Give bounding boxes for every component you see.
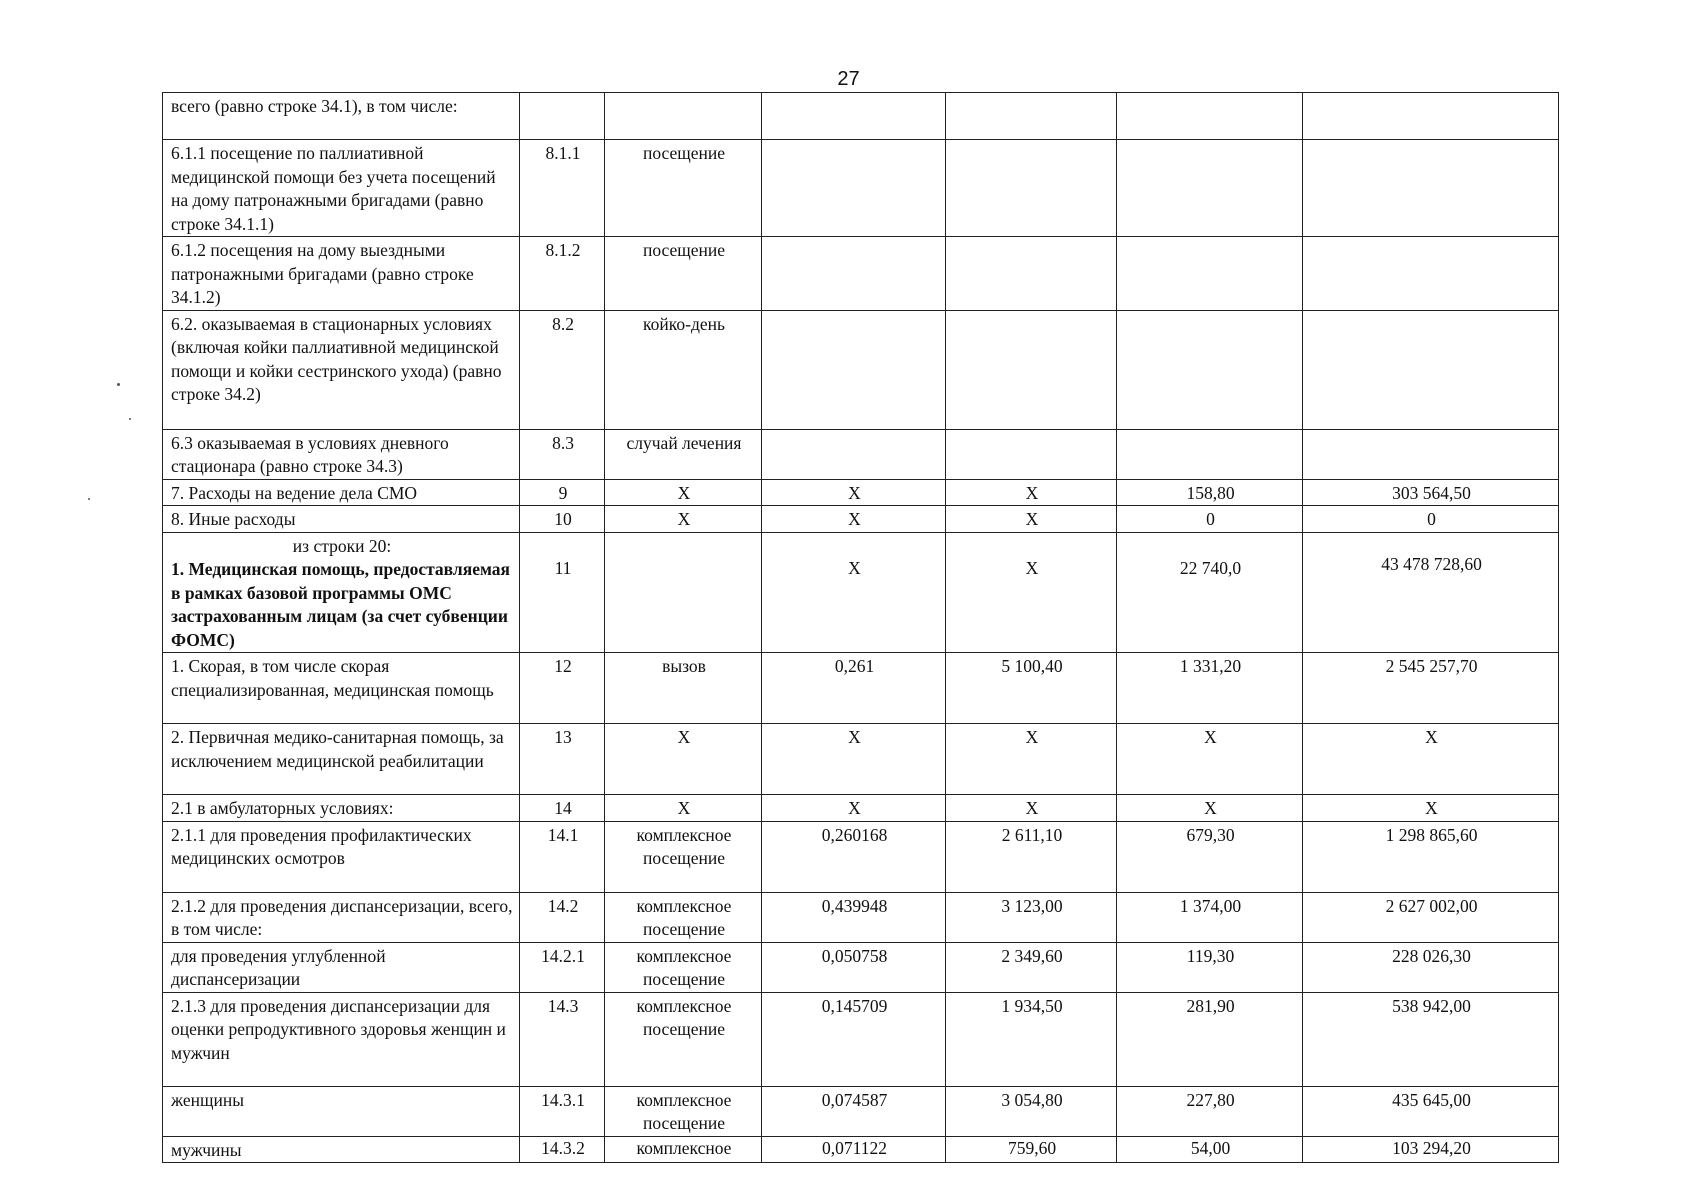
- row-col5: 2 349,60: [946, 942, 1117, 992]
- row-col4: [762, 93, 946, 140]
- row-col6: 227,80: [1117, 1086, 1303, 1136]
- row-code: 14.2.1: [520, 942, 605, 992]
- row-col5: [946, 93, 1117, 140]
- row-col4: X: [762, 479, 946, 506]
- report-table: [162, 92, 1559, 1163]
- row-col6: 119,30: [1117, 942, 1303, 992]
- scan-speck: [88, 498, 90, 500]
- row-name: 2. Первичная медико-санитарная помощь, за исключением медицинской реабилитации: [163, 724, 520, 795]
- row-col4: X: [762, 532, 946, 653]
- row-col4: 0,260168: [762, 821, 946, 892]
- row-col7: 435 645,00: [1303, 1086, 1559, 1136]
- table-row: [163, 479, 1559, 506]
- row-col5: [946, 237, 1117, 311]
- row-col6: [1117, 93, 1303, 140]
- row-col6: X: [1117, 724, 1303, 795]
- row-col7: 43 478 728,60: [1303, 532, 1559, 653]
- table-row: [163, 237, 1559, 311]
- row-col7: 2 545 257,70: [1303, 653, 1559, 724]
- row-col6: 1 331,20: [1117, 653, 1303, 724]
- row-col7: 2 627 002,00: [1303, 892, 1559, 942]
- row-col6: 1 374,00: [1117, 892, 1303, 942]
- row-unit: посещение: [605, 237, 762, 311]
- row-unit: комплексное: [605, 1136, 762, 1163]
- row-col4: 0,261: [762, 653, 946, 724]
- scan-speck: [117, 383, 120, 386]
- row-col6: X: [1117, 795, 1303, 822]
- row-col4: [762, 310, 946, 429]
- row-code: 8.2: [520, 310, 605, 429]
- row-col5: 3 054,80: [946, 1086, 1117, 1136]
- row-col5: [946, 429, 1117, 479]
- row-name: 8. Иные расходы: [163, 506, 520, 533]
- row-col6: 679,30: [1117, 821, 1303, 892]
- row-col7: 103 294,20: [1303, 1136, 1559, 1163]
- row-col5: 759,60: [946, 1136, 1117, 1163]
- row-col7: [1303, 93, 1559, 140]
- table-row: [163, 795, 1559, 822]
- row-code: 14.1: [520, 821, 605, 892]
- row-name: 6.3 оказываемая в условиях дневного стационара (равно строке 34.3): [163, 429, 520, 479]
- row-col5: 1 934,50: [946, 992, 1117, 1086]
- row-col4: [762, 237, 946, 311]
- row-code: 8.3: [520, 429, 605, 479]
- page-number: 27: [837, 68, 860, 90]
- row-name: 6.2. оказываемая в стационарных условиях (включая койки паллиативной медицинской помощи и койки сестринского ухода) (равно строке 34.2): [163, 310, 520, 429]
- table-row: [163, 532, 1559, 653]
- row-col6: [1117, 140, 1303, 237]
- row-col5: 3 123,00: [946, 892, 1117, 942]
- row-col6: 54,00: [1117, 1136, 1303, 1163]
- row-name: 1. Медицинская помощь, предоставляемая в рамках базовой программы ОМС застрахованным лицам (за счет субвенции ФОМС): [171, 559, 510, 650]
- row-col5: X: [946, 795, 1117, 822]
- row-name: 2.1.3 для проведения диспансеризации для оценки репродуктивного здоровья женщин и мужчин: [163, 992, 520, 1086]
- row-code: 14.3: [520, 992, 605, 1086]
- row-col7: X: [1303, 724, 1559, 795]
- row-code: 13: [520, 724, 605, 795]
- table-row: [163, 140, 1559, 237]
- row-col7: 538 942,00: [1303, 992, 1559, 1086]
- row-name: 2.1.2 для проведения диспансеризации, всего, в том числе:: [163, 892, 520, 942]
- table-row: [163, 1136, 1559, 1163]
- row-col4: X: [762, 795, 946, 822]
- row-name: 7. Расходы на ведение дела СМО: [163, 479, 520, 506]
- row-col5: 2 611,10: [946, 821, 1117, 892]
- row-name: мужчины: [163, 1136, 520, 1163]
- row-col5: 5 100,40: [946, 653, 1117, 724]
- row-col7: [1303, 140, 1559, 237]
- row-name: 6.1.1 посещение по паллиативной медицинской помощи без учета посещений на дому патронажными бригадами (равно строке 34.1.1): [163, 140, 520, 237]
- table-row: [163, 506, 1559, 533]
- row-col4: X: [762, 506, 946, 533]
- row-code: 11: [520, 532, 605, 653]
- table-row: [163, 724, 1559, 795]
- row-name: 6.1.2 посещения на дому выездными патронажными бригадами (равно строке 34.1.2): [163, 237, 520, 311]
- row-col7: 1 298 865,60: [1303, 821, 1559, 892]
- row-name: для проведения углубленной диспансеризации: [163, 942, 520, 992]
- row-col6: 281,90: [1117, 992, 1303, 1086]
- row-unit: вызов: [605, 653, 762, 724]
- row-unit: комплексное посещение: [605, 821, 762, 892]
- row-name: 1. Скорая, в том числе скорая специализированная, медицинская помощь: [163, 653, 520, 724]
- row-unit: X: [605, 479, 762, 506]
- row-name: всего (равно строке 34.1), в том числе:: [163, 93, 520, 140]
- table-row: [163, 310, 1559, 429]
- row-unit: [605, 532, 762, 653]
- row-unit: посещение: [605, 140, 762, 237]
- row-code: 14: [520, 795, 605, 822]
- row-col6: 22 740,0: [1117, 532, 1303, 653]
- row-col7: [1303, 237, 1559, 311]
- row-col5: [946, 310, 1117, 429]
- table-row: [163, 429, 1559, 479]
- row-code: 14.2: [520, 892, 605, 942]
- table-row: [163, 821, 1559, 892]
- row-name: 2.1.1 для проведения профилактических медицинских осмотров: [163, 821, 520, 892]
- row-col6: [1117, 429, 1303, 479]
- row-col4: X: [762, 724, 946, 795]
- row-col6: 158,80: [1117, 479, 1303, 506]
- row-col5: X: [946, 532, 1117, 653]
- table-row: [163, 93, 1559, 140]
- row-unit: комплексное посещение: [605, 1086, 762, 1136]
- row-code: 12: [520, 653, 605, 724]
- row-code: [520, 93, 605, 140]
- row-name: 2.1 в амбулаторных условиях:: [163, 795, 520, 822]
- row-unit: X: [605, 795, 762, 822]
- table-row: [163, 892, 1559, 942]
- row-unit: X: [605, 724, 762, 795]
- row-name-cell: [163, 532, 520, 653]
- row-code: 9: [520, 479, 605, 506]
- row-col5: X: [946, 479, 1117, 506]
- table-row: [163, 653, 1559, 724]
- row-unit: комплексное посещение: [605, 992, 762, 1086]
- row-col7: [1303, 429, 1559, 479]
- row-col4: 0,145709: [762, 992, 946, 1086]
- table-row: [163, 992, 1559, 1086]
- row-col7: 228 026,30: [1303, 942, 1559, 992]
- row-col7: [1303, 310, 1559, 429]
- row-unit: комплексное посещение: [605, 892, 762, 942]
- row-unit: случай лечения: [605, 429, 762, 479]
- row-unit: комплексное посещение: [605, 942, 762, 992]
- row-col5: [946, 140, 1117, 237]
- row-col6: [1117, 237, 1303, 311]
- row-code: 8.1.2: [520, 237, 605, 311]
- row-code: 10: [520, 506, 605, 533]
- row-unit: койко-день: [605, 310, 762, 429]
- row-col7: 303 564,50: [1303, 479, 1559, 506]
- row-code: 14.3.2: [520, 1136, 605, 1163]
- row-col4: 0,074587: [762, 1086, 946, 1136]
- row-col6: [1117, 310, 1303, 429]
- row-col5: X: [946, 724, 1117, 795]
- row-col4: 0,439948: [762, 892, 946, 942]
- table-row: [163, 942, 1559, 992]
- row-name-prefix: из строки 20:: [292, 535, 392, 556]
- row-col7: 0: [1303, 506, 1559, 533]
- row-unit: [605, 93, 762, 140]
- row-code: 14.3.1: [520, 1086, 605, 1136]
- row-col4: [762, 429, 946, 479]
- row-col6: 0: [1117, 506, 1303, 533]
- row-col5: X: [946, 506, 1117, 533]
- row-col4: [762, 140, 946, 237]
- row-name: женщины: [163, 1086, 520, 1136]
- row-col4: 0,050758: [762, 942, 946, 992]
- row-col7: X: [1303, 795, 1559, 822]
- row-col4: 0,071122: [762, 1136, 946, 1163]
- row-unit: X: [605, 506, 762, 533]
- table-row: [163, 1086, 1559, 1136]
- row-code: 8.1.1: [520, 140, 605, 237]
- scan-speck: [129, 418, 131, 420]
